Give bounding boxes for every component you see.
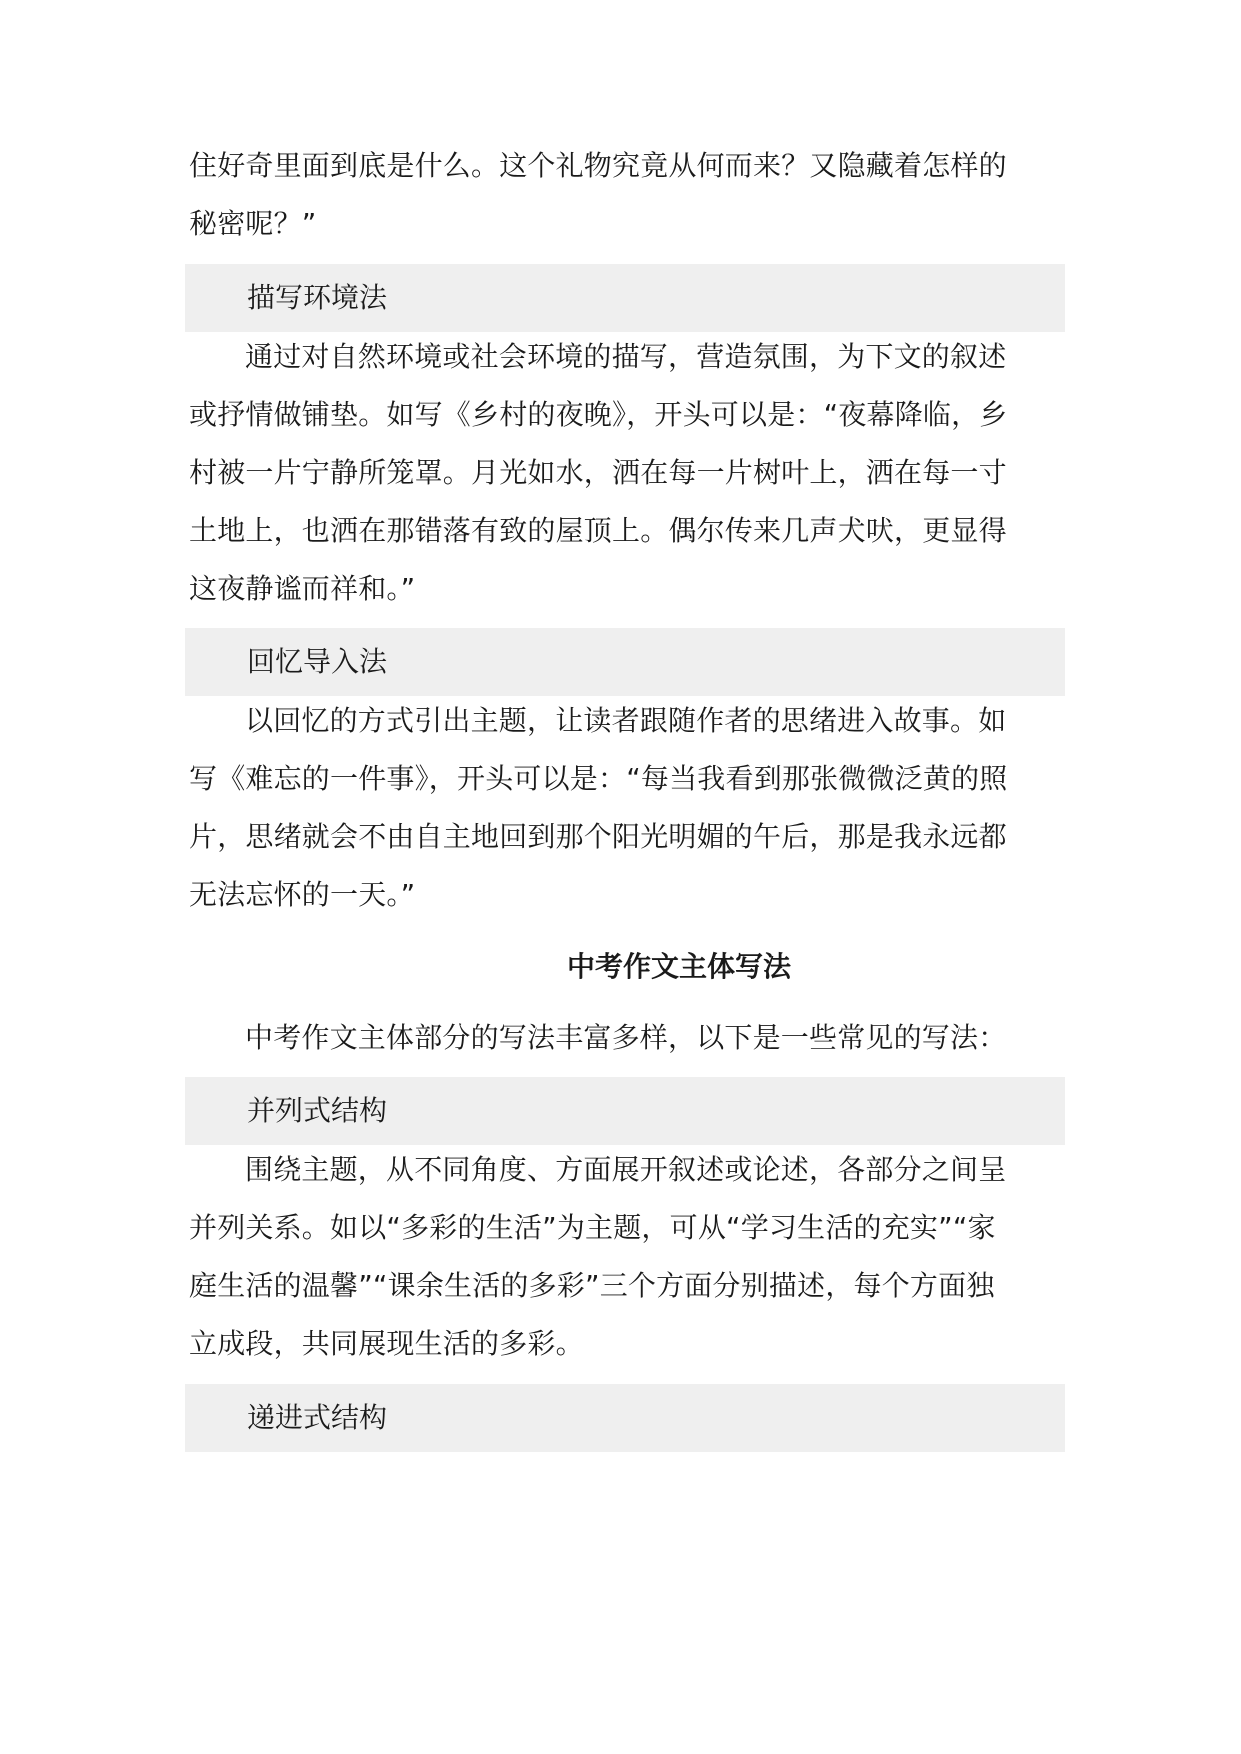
parallel-line-3: 庭生活的温馨”“课余生活的多彩”三个方面分别描述，每个方面独 (189, 1269, 995, 1302)
parallel-line-2: 并列关系。如以“多彩的生活”为主题，可从“学习生活的充实”“家 (189, 1211, 996, 1244)
intro-line-1: 住好奇里面到底是什么。这个礼物究竟从何而来？又隐藏着怎样的 (189, 149, 1007, 182)
main-intro-line: 中考作文主体部分的写法丰富多样，以下是一些常见的写法： (245, 1021, 1007, 1054)
heading-parallel: 并列式结构 (247, 1094, 388, 1127)
memory-line-1: 以回忆的方式引出主题，让读者跟随作者的思绪进入故事。如 (245, 704, 1007, 737)
heading-band-memory (185, 628, 1065, 696)
heading-band-progressive (185, 1384, 1065, 1452)
memory-line-4: 无法忘怀的一天。” (189, 878, 416, 911)
env-line-3: 村被一片宁静所笼罩。月光如水，洒在每一片树叶上，洒在每一寸 (189, 456, 1007, 489)
intro-line-2: 秘密呢？” (189, 207, 317, 240)
heading-memory: 回忆导入法 (247, 645, 388, 678)
env-line-4: 土地上，也洒在那错落有致的屋顶上。偶尔传来几声犬吠，更显得 (189, 514, 1007, 547)
main-section-title: 中考作文主体写法 (566, 950, 791, 983)
heading-env: 描写环境法 (247, 281, 388, 314)
env-line-5: 这夜静谧而祥和。” (189, 572, 416, 605)
heading-band-parallel (185, 1077, 1065, 1145)
env-line-2: 或抒情做铺垫。如写《乡村的夜晚》，开头可以是：“夜幕降临，乡 (189, 398, 1008, 431)
env-line-1: 通过对自然环境或社会环境的描写，营造氛围，为下文的叙述 (245, 340, 1007, 373)
memory-line-3: 片，思绪就会不由自主地回到那个阳光明媚的午后，那是我永远都 (189, 820, 1007, 853)
heading-band-env (185, 264, 1065, 332)
parallel-line-1: 围绕主题，从不同角度、方面展开叙述或论述，各部分之间呈 (245, 1153, 1007, 1186)
memory-line-2: 写《难忘的一件事》，开头可以是：“每当我看到那张微微泛黄的照 (189, 762, 1008, 795)
heading-progressive: 递进式结构 (247, 1401, 388, 1434)
parallel-line-4: 立成段，共同展现生活的多彩。 (189, 1327, 584, 1360)
